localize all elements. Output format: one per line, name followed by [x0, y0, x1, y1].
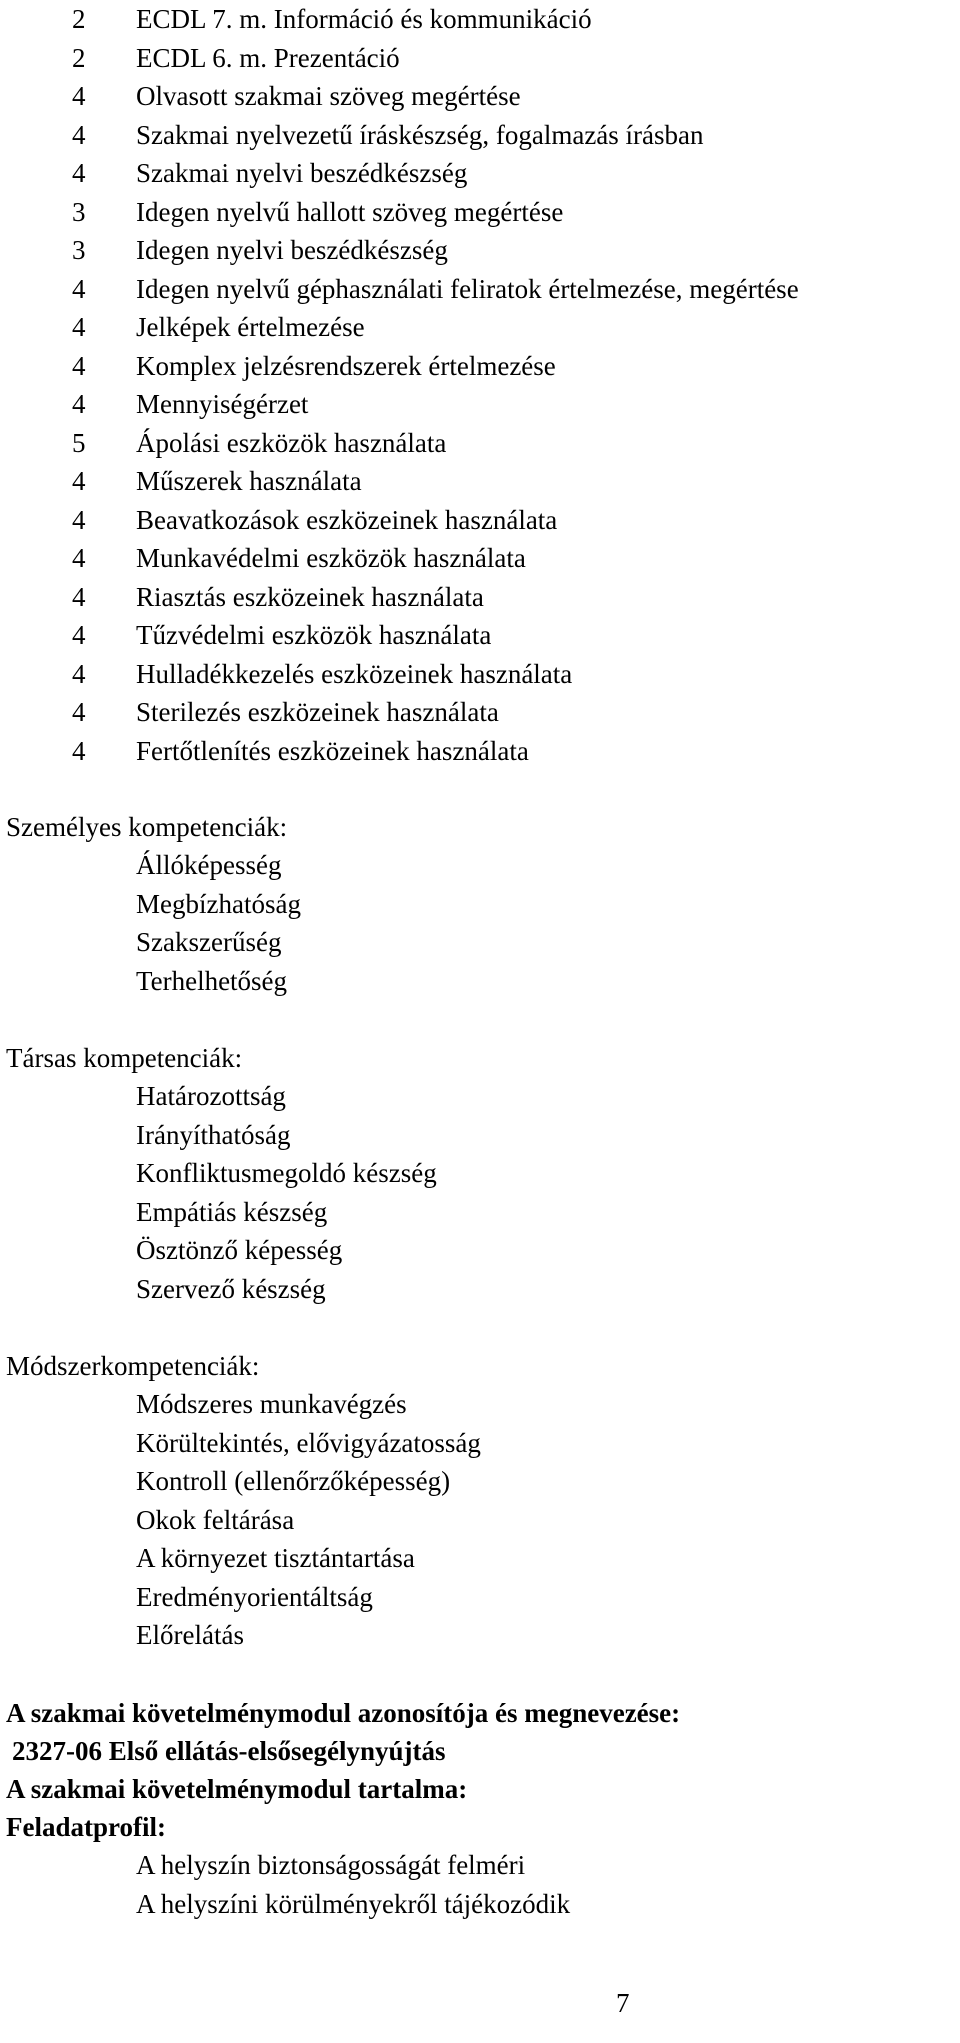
skill-row: [72, 578, 799, 617]
list-item: Terhelhetőség: [136, 965, 288, 996]
social-competencies-heading: Társas kompetenciák:: [6, 1043, 243, 1073]
skill-name: Szakmai nyelvezetű íráskészség, fogalmazás írásban: [136, 119, 704, 150]
skill-name: Mennyiségérzet: [136, 389, 309, 419]
skill-name: Komplex jelzésrendszerek értelmezése: [136, 350, 556, 381]
module-content-heading: A szakmai követelménymodul tartalma:: [6, 1774, 468, 1804]
skill-level: 4: [72, 735, 86, 766]
skill-name: Idegen nyelvi beszédkészség: [136, 235, 448, 265]
page-number: 7: [616, 1988, 630, 2018]
skill-level: 4: [72, 581, 86, 612]
skill-name: Jelképek értelmezése: [136, 312, 365, 342]
skill-row: [72, 193, 799, 232]
skill-name: Szakmai nyelvi beszédkészség: [136, 158, 468, 188]
module-id-name: 2327-06 Első ellátás-elsősegélynyújtás: [12, 1736, 446, 1766]
skill-row: [72, 424, 799, 463]
skill-name: Hulladékkezelés eszközeinek használata: [136, 658, 573, 689]
skill-level: 4: [72, 466, 86, 496]
skill-level: 4: [72, 273, 86, 304]
list-item: A helyszín biztonságosságát felméri: [136, 1850, 526, 1880]
skill-row: [72, 616, 799, 655]
skill-row: [72, 539, 799, 578]
list-item: Módszeres munkavégzés: [136, 1389, 407, 1419]
personal-competencies-list: [136, 846, 301, 1000]
skill-row: [72, 116, 799, 155]
list-item: Előrelátás: [136, 1620, 244, 1650]
skill-name: Beavatkozások eszközeinek használata: [136, 504, 558, 535]
skill-level: 3: [72, 196, 86, 227]
skill-level: 4: [72, 312, 86, 342]
list-item: Okok feltárása: [136, 1504, 295, 1535]
list-item: Szakszerűség: [136, 927, 282, 957]
method-competencies-list: [136, 1385, 481, 1655]
skill-level: 4: [72, 658, 86, 689]
skill-level: 5: [72, 427, 86, 458]
skill-level-list: [72, 0, 799, 770]
skill-level: 4: [72, 158, 86, 188]
skill-level: 2: [72, 4, 86, 34]
skill-name: Idegen nyelvű hallott szöveg megértése: [136, 196, 564, 227]
skill-row: [72, 732, 799, 771]
skill-row: [72, 385, 799, 424]
skill-level: 4: [72, 697, 86, 727]
list-item: Megbízhatóság: [136, 888, 301, 919]
skill-row: [72, 39, 799, 78]
skill-name: Sterilezés eszközeinek használata: [136, 697, 499, 727]
skill-level: 2: [72, 42, 86, 73]
skill-level: 3: [72, 235, 86, 265]
skill-row: [72, 270, 799, 309]
skill-row: [72, 154, 799, 193]
skill-name: Olvasott szakmai szöveg megértése: [136, 81, 521, 111]
skill-name: Fertőtlenítés eszközeinek használata: [136, 735, 529, 766]
skill-level: 4: [72, 620, 86, 650]
skill-row: [72, 693, 799, 732]
skill-level: 4: [72, 81, 86, 111]
list-item: Állóképesség: [136, 850, 282, 880]
list-item: Irányíthatóság: [136, 1119, 291, 1150]
module-id-heading: A szakmai követelménymodul azonosítója és megnevezése:: [6, 1698, 681, 1728]
skill-name: Munkavédelmi eszközök használata: [136, 543, 526, 573]
skill-level: 4: [72, 389, 86, 419]
task-profile-heading: Feladatprofil:: [6, 1812, 166, 1842]
skill-row: [72, 655, 799, 694]
skill-row: [72, 347, 799, 386]
task-profile-list: [136, 1846, 570, 1923]
skill-name: ECDL 6. m. Prezentáció: [136, 42, 400, 73]
skill-row: [72, 231, 799, 270]
method-competencies-heading: Módszerkompetenciák:: [6, 1351, 260, 1381]
list-item: Ösztönző képesség: [136, 1235, 343, 1265]
skill-name: Riasztás eszközeinek használata: [136, 581, 484, 612]
skill-name: Ápolási eszközök használata: [136, 427, 447, 458]
skill-row: [72, 501, 799, 540]
skill-level: 4: [72, 119, 86, 150]
personal-competencies-heading: Személyes kompetenciák:: [6, 812, 288, 842]
list-item: A környezet tisztántartása: [136, 1543, 415, 1573]
skill-level: 4: [72, 543, 86, 573]
list-item: Körültekintés, elővigyázatosság: [136, 1427, 481, 1458]
skill-level: 4: [72, 350, 86, 381]
skill-row: [72, 77, 799, 116]
skill-name: Tűzvédelmi eszközök használata: [136, 620, 492, 650]
list-item: Empátiás készség: [136, 1196, 328, 1227]
skill-row: [72, 462, 799, 501]
list-item: Kontroll (ellenőrzőképesség): [136, 1466, 451, 1496]
list-item: Konfliktusmegoldó készség: [136, 1158, 437, 1188]
skill-name: ECDL 7. m. Információ és kommunikáció: [136, 4, 592, 34]
skill-row: [72, 0, 799, 39]
skill-row: [72, 308, 799, 347]
social-competencies-list: [136, 1077, 437, 1308]
list-item: Határozottság: [136, 1081, 286, 1111]
skill-level: 4: [72, 504, 86, 535]
list-item: Szervező készség: [136, 1273, 326, 1304]
skill-name: Műszerek használata: [136, 466, 362, 496]
list-item: Eredményorientáltság: [136, 1581, 373, 1612]
skill-name: Idegen nyelvű géphasználati feliratok értelmezése, megértése: [136, 273, 799, 304]
list-item: A helyszíni körülményekről tájékozódik: [136, 1888, 571, 1919]
